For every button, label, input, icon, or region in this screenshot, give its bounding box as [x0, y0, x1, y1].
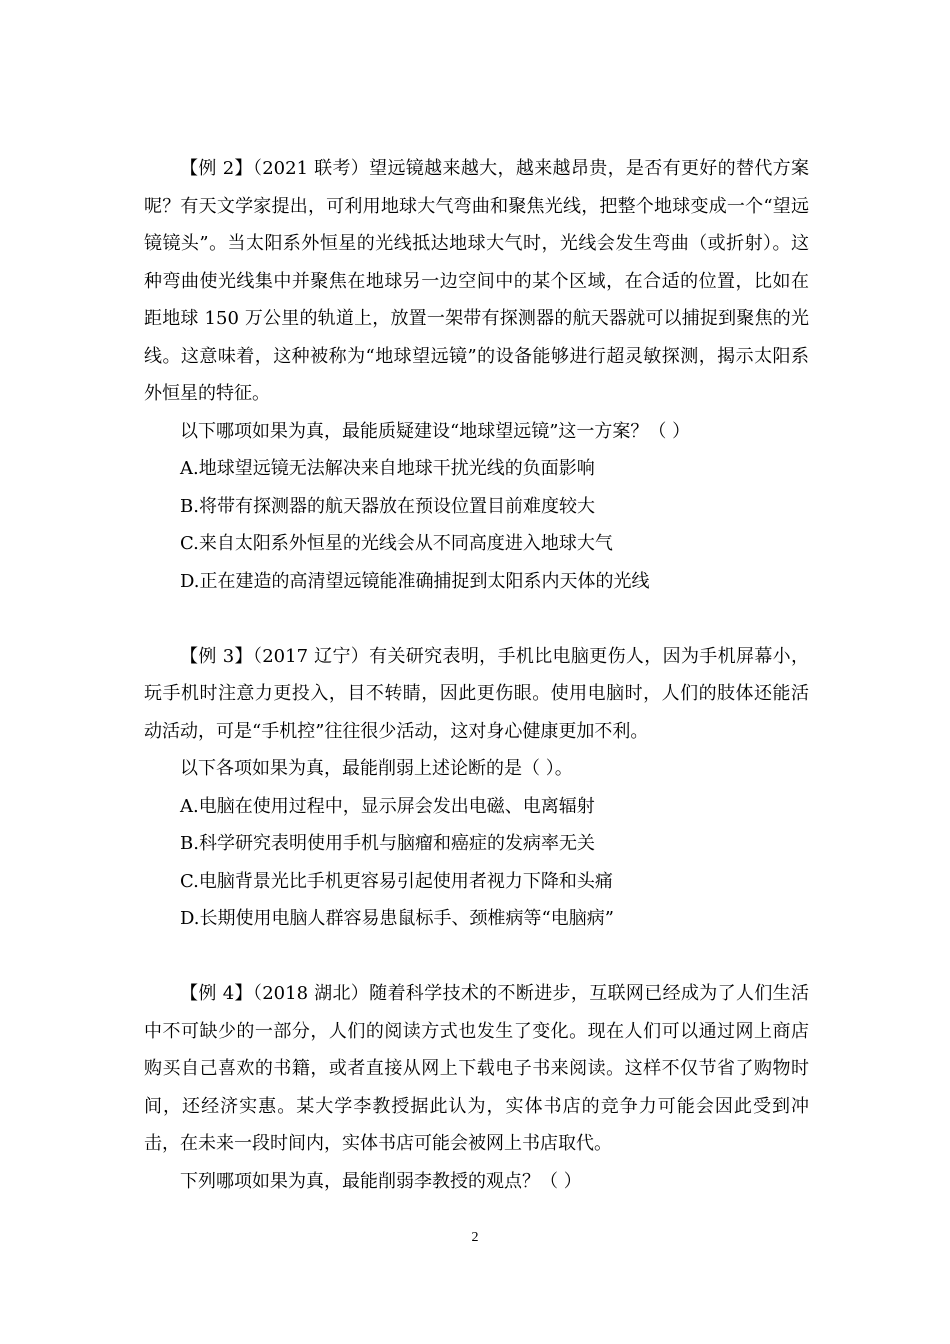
- document-page: [144, 150, 809, 1200]
- page-number: 2: [471, 1230, 479, 1245]
- section-gap: [144, 938, 809, 976]
- example-3-option-d: D.长期使用电脑人群容易患鼠标手、颈椎病等“电脑病”: [180, 908, 614, 929]
- example-4: [144, 975, 809, 1200]
- example-3-question: 以下各项如果为真，最能削弱上述论断的是（ ）。: [180, 758, 573, 779]
- example-2-option-b: B.将带有探测器的航天器放在预设位置目前难度较大: [180, 495, 595, 517]
- example-3: [144, 638, 809, 938]
- example-3-intro: 【例 3】（2017 辽宁）有关研究表明，手机比电脑更伤人，因为手机屏幕小，玩手机时注意力更投入，目不转睛，因此更伤眼。使用电脑时，人们的肢体还能活动活动，可是“手机控”往往很少活动，这对身心健康更加不利。: [144, 645, 809, 742]
- example-3-option-a: A.电脑在使用过程中，显示屏会发出电磁、电离辐射: [180, 795, 595, 817]
- example-4-question: 下列哪项如果为真，最能削弱李教授的观点？（ ）: [180, 1170, 582, 1192]
- example-2: [144, 150, 809, 600]
- section-gap: [144, 600, 809, 638]
- example-2-intro: 【例 2】（2021 联考）望远镜越来越大，越来越昂贵，是否有更好的替代方案呢？有天文学家提出，可利用地球大气弯曲和聚焦光线，把整个地球变成一个“望远镜镜头”。当太阳系外恒星的光线抵达地球大气时，光线会发生弯曲（或折射）。这种弯曲使光线集中并聚焦在地球另一边空间中的某个区域，在合适的位置，比如在距地球 150 万公里的轨道上，放置一架带有探测器的航天器就可以捕捉到聚焦的光线。这意味着，这种被称为“地球望远镜”的设备能够进行超灵敏探测，揭示太阳系外恒星的特征。: [144, 158, 809, 404]
- example-2-option-a: A.地球望远镜无法解决来自地球干扰光线的负面影响: [180, 458, 595, 479]
- example-3-option-b: B.科学研究表明使用手机与脑瘤和癌症的发病率无关: [180, 833, 595, 854]
- example-3-option-c: C.电脑背景光比手机更容易引起使用者视力下降和头痛: [180, 870, 613, 892]
- example-2-question: 以下哪项如果为真，最能质疑建设“地球望远镜”这一方案？（ ）: [180, 420, 691, 442]
- example-2-option-d: D.正在建造的高清望远镜能准确捕捉到太阳系内天体的光线: [180, 570, 650, 592]
- example-2-option-c: C.来自太阳系外恒星的光线会从不同高度进入地球大气: [180, 533, 613, 554]
- example-4-intro: 【例 4】（2018 湖北）随着科学技术的不断进步，互联网已经成为了人们生活中不可缺少的一部分，人们的阅读方式也发生了变化。现在人们可以通过网上商店购买自己喜欢的书籍，或者直接从网上下载电子书来阅读。这样不仅节省了购物时间，还经济实惠。某大学李教授据此认为，实体书店的竞争力可能会因此受到冲击，在未来一段时间内，实体书店可能会被网上书店取代。: [144, 983, 809, 1154]
